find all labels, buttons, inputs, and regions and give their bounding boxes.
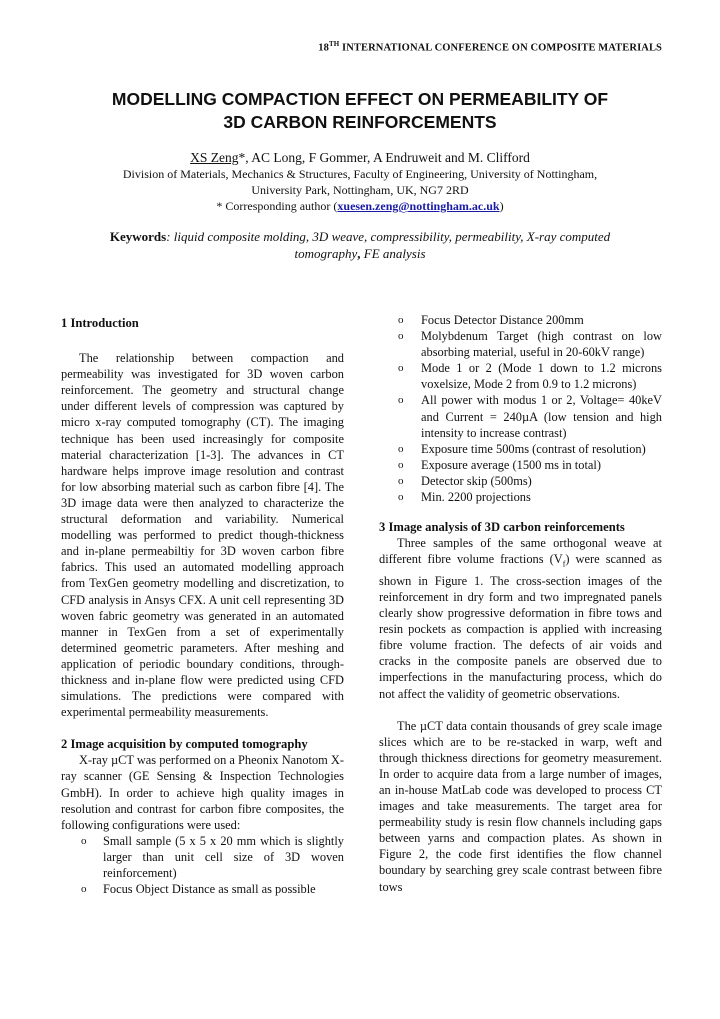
keywords-line-1: [78, 228, 642, 245]
bullet-o: o: [398, 458, 404, 471]
list-item: o Small sample (5 x 5 x 20 mm which is slightly larger than unit cell size of 3D woven reinforcement): [81, 833, 344, 880]
list-item: o Focus Detector Distance 200mm: [398, 313, 584, 327]
bullet-o: o: [398, 442, 404, 455]
keywords-comma: ,: [357, 246, 361, 261]
header-number: 18: [318, 42, 329, 54]
corresponding-prefix: * Corresponding author (: [216, 199, 338, 213]
bullet-o: o: [398, 314, 404, 326]
corresponding-author-line: [60, 198, 660, 214]
right-column: [379, 312, 662, 895]
bullet-o: o: [398, 474, 404, 487]
list-item: o Mode 1 or 2 (Mode 1 down to 1.2 microns voxelsize, Mode 2 from 0.9 to 1.2 microns): [398, 361, 662, 392]
list-item: o Detector skip (500ms): [398, 473, 532, 488]
keywords-text-2a: tomography: [294, 246, 358, 261]
left-column: [61, 312, 344, 897]
header-superscript: TH: [329, 40, 340, 48]
bullet-o: o: [398, 394, 404, 407]
section-1-heading: 1 Introduction: [61, 316, 139, 330]
subscript-f: f: [562, 559, 566, 569]
affiliation-block: [60, 166, 660, 214]
first-author: XS Zeng: [190, 150, 239, 165]
title-line-1: MODELLING COMPACTION EFFECT ON PERMEABILITY OF: [111, 89, 609, 109]
keywords-line-2: [78, 245, 642, 262]
bullet-o: o: [81, 834, 87, 847]
list-item: o Exposure average (1500 ms in total): [398, 457, 601, 472]
keywords-block: [78, 228, 642, 262]
section-1-paragraph: The relationship between compaction and permeability was investigated for 3D woven carbon reinforcement. The geometry and structural change under different levels of compression was captured by micro x-ray computed tomography (CT). The imaging technique has been used increasingly for composite material characterization [1-3]. The advances in CT hardware helps improve image resolution and contrast for low absorbing material such as carbon fibre [4]. The 3D image data were then analyzed to characterize the structural deformation and variability. Numerical modelling was performed to predict though-thickness and in-plane permeabiltiy for 3D woven carbon fibre fabrics. This used an automated modelling approach from TexGen geometry modelling and discretization, to CFD analysis in Ansys CFX. A unit cell representing 3D woven fabric geometry was generated in an automated manner in TexGen from a set of experimentally determined geometric parameters. After meshing and application of periodic boundary conditions, through-thickness and in-plane flow were predicted using CFD simulations. The predictions were compared with experimental permeability measurements.: [61, 351, 344, 720]
list-item: o Min. 2200 projections: [398, 490, 531, 505]
section-2-paragraph: X-ray µCT was performed on a Pheonix Nanotom X-ray scanner (GE Sensing & Inspection Technologies GmbH). In order to achieve high quality images in resolution and contrast for carbon fibre composites, the following configurations were used:: [61, 753, 344, 832]
bullet-o: o: [398, 330, 404, 343]
bullet-o: o: [398, 491, 404, 504]
list-item: o Molybdenum Target (high contrast on low absorbing material, useful in 20-60kV range): [398, 329, 662, 360]
list-item: o All power with modus 1 or 2, Voltage= 40keV and Current = 240µA (low tension and high intensity to increase contrast): [398, 393, 662, 440]
list-item: o Exposure time 500ms (contrast of resolution): [398, 441, 646, 456]
corresponding-suffix: ): [499, 199, 504, 213]
section-3-paragraph-1: Three samples of the same orthogonal weave at different fibre volume fractions $(V_f)$ were scanned as shown in Figure 1. The cross-section images of the reinforcement in dry form and two impregnated panels clearly show progressive deformation in fibre tows and resin pockets as compaction is applied with increasing fibre volume fraction. The defects of air voids and cracks in the composite panels are observed due to imperfections in the manufacturing process, which do not affect the validity of geometric observations.: [379, 536, 662, 701]
left-config-list: [61, 833, 344, 897]
keywords-text-2c: FE analysis: [360, 246, 426, 261]
keywords-label: Keywords: [109, 229, 167, 244]
other-authors: , AC Long, F Gommer, A Endruweit and M. Clifford: [245, 150, 530, 165]
author-list: [60, 150, 660, 166]
section-3-paragraph-2: The µCT data contain thousands of grey scale image slices which are to be re-stacked in warp, weft and through thickness directions for geometry measurement. In order to acquire data from a large number of images, an in-house MatLab code was developed to process CT images and take measurements. The target area for permeability study is resin flow channels including gaps between yarns and compaction plates. As shown in Figure 2, the code first identifies the flow channel boundary by searching grey scale contrast between fibre tows: [379, 718, 662, 894]
keywords-text-1: : liquid composite molding, 3D weave, compressibility, permeability, X-ray computed: [166, 229, 611, 244]
bullet-o: o: [398, 362, 404, 375]
paper-title: [60, 88, 660, 134]
conference-header: [0, 40, 720, 54]
title-line-2: 3D CARBON REINFORCEMENTS: [223, 112, 497, 132]
section-2-heading: 2 Image acquisition by computed tomography: [61, 737, 308, 752]
bullet-o: o: [81, 883, 87, 896]
header-text: INTERNATIONAL CONFERENCE ON COMPOSITE MATERIALS: [339, 42, 662, 54]
right-config-list: [379, 312, 662, 505]
affiliation-line-2: University Park, Nottingham, UK, NG7 2RD: [251, 183, 469, 197]
affiliation-line-1: Division of Materials, Mechanics & Structures, Faculty of Engineering, University of Nottingham,: [122, 167, 598, 181]
section-3-heading: 3 Image analysis of 3D carbon reinforcements: [379, 520, 625, 535]
corresponding-star: *: [238, 150, 246, 165]
email-link[interactable]: xuesen.zeng@nottingham.ac.uk: [337, 199, 500, 213]
list-item: o Focus Object Distance as small as possible: [81, 882, 316, 897]
